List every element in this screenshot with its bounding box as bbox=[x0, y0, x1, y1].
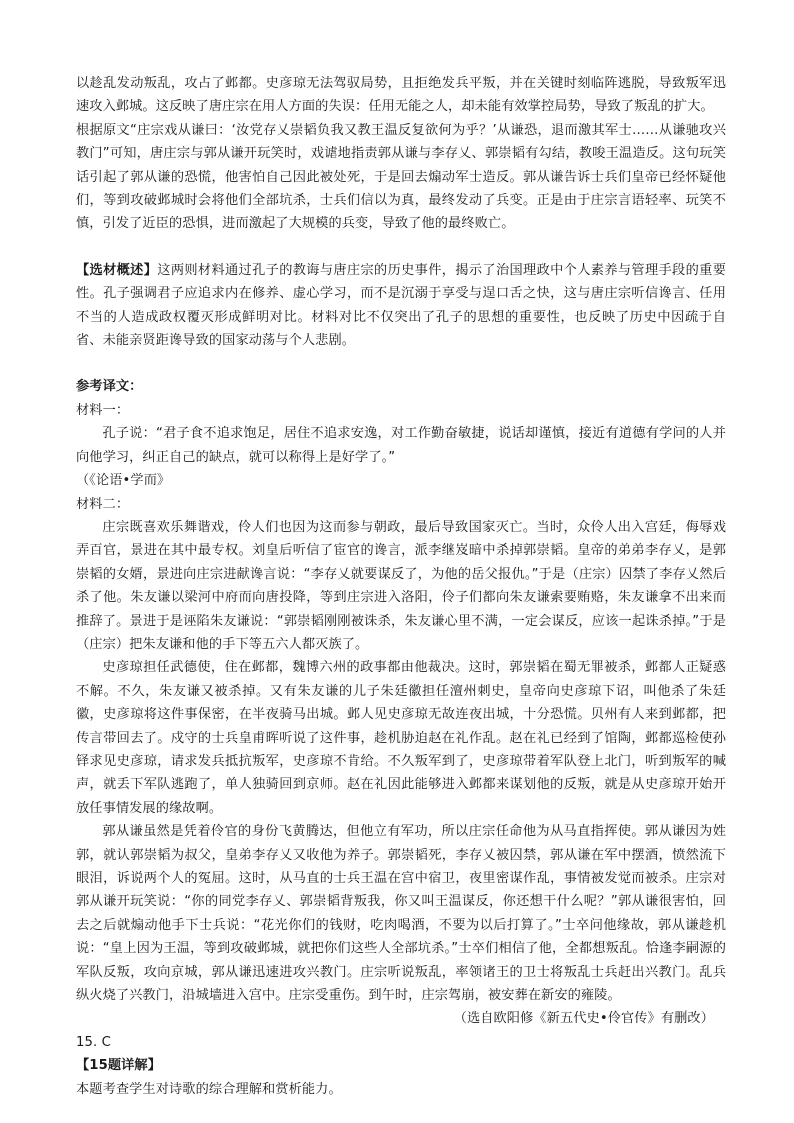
material-2-label: 材料二： bbox=[76, 496, 130, 512]
document-page bbox=[76, 72, 726, 1101]
detail-text: 本题考查学生对诗歌的综合理解和赏析能力。 bbox=[76, 1081, 342, 1097]
detail-label: 【15题详解】 bbox=[76, 1058, 161, 1074]
translation-heading: 参考译文： bbox=[76, 379, 143, 395]
analysis-paragraph-1: 以趁乱发动叛乱，攻占了邺都。史彦琼无法驾驭局势，且拒绝发兵平叛，并在关键时刻临阵逃脱，导致叛军迅速攻入邺城。这反映了唐庄宗在用人方面的失误：任用无能之人，却未能有效掌控局势，导致了叛乱的扩大。 bbox=[76, 76, 726, 115]
answer-line: 15. C bbox=[76, 1034, 111, 1050]
analysis-paragraph-2: 根据原文“庄宗戏从谦曰：‘汝党存乂崇韬负我又教王温反复欲何为乎？’从谦恐，退而激其军士……从谦驰攻兴教门”可知，唐庄宗与郭从谦开玩笑时，戏谑地指责郭从谦与李存乂、郭崇韬有勾结，教唆王温造反。这句玩笑话引起了郭从谦的恐慌，他害怕自己因此被处死，于是回去煽动军士造反。郭从谦告诉士兵们皇帝已经怀疑他们，等到攻破邺城时会将他们全部坑杀，士兵们信以为真，最终发动了兵变。正是由于庄宗言语轻率、玩笑不慎，引发了近臣的恐惧，进而激起了大规模的兵变，导致了他的最终败亡。 bbox=[76, 122, 726, 232]
material-1-label: 材料一： bbox=[76, 402, 130, 418]
translation-source: （选自欧阳修《新五代史•伶官传》有删改） bbox=[453, 1011, 714, 1027]
material-2-paragraph-3: 郭从谦虽然是凭着伶官的身份飞黄腾达，但他立有军功，所以庄宗任命他为从马直指挥使。郭从谦因为姓郭，就认郭崇韬为叔父，皇弟李存乂又收他为养子。郭崇韬死，李存乂被囚禁，郭从谦在军中摆酒，愤然流下眼泪，诉说两个人的冤屈。这时，从马直的士兵王温在宫中宿卫，夜里密谋作乱，事情被发觉而被杀。庄宗对郭从谦开玩笑说：“你的同党李存乂、郭崇韬背叛我，你又叫王温谋反，你还想干什么呢？”郭从谦很害怕，回去之后就煽动他手下士兵说：“花光你们的钱财，吃肉喝酒，不要为以后打算了。”士卒问他缘故，郭从谦趁机说：“皇上因为王温，等到攻破邺城，就把你们这些人全部坑杀。”士卒们相信了他，全都想叛乱。恰逢李嗣源的军队反叛，攻向京城，郭从谦迅速进攻兴教门。庄宗听说叛乱，率领诸王的卫士将叛乱士兵赶出兴教门。乱兵纵火烧了兴教门，沿城墙进入宫中。庄宗受重伤。到午时，庄宗驾崩，被安葬在新安的雍陵。 bbox=[76, 824, 726, 1004]
overview-text: 这两则材料通过孔子的教诲与唐庄宗的历史事件，揭示了治国理政中个人素养与管理手段的重要性。孔子强调君子应追求内在修养、虚心学习，而不是沉溺于享受与逞口舌之快，这与唐庄宗听信谗言、任用不当的人造成政权覆灭形成鲜明对比。材料对比不仅突出了孔子的思想的重要性，也反映了历史中因疏于自省、未能亲贤距谗导致的国家动荡与个人悲剧。 bbox=[76, 262, 726, 349]
overview-paragraph bbox=[76, 259, 726, 353]
material-2-paragraph-2: 史彦琼担任武德使，住在邺都，魏博六州的政事都由他裁决。这时，郭崇韬在蜀无罪被杀，邺都人正疑惑不解。不久，朱友谦又被杀掉。又有朱友谦的儿子朱廷徽担任澶州刺史，皇帝向史彦琼下诏，叫他杀了朱廷徽，史彦琼将这件事保密，在半夜骑马出城。邺人见史彦琼无故连夜出城，十分恐慌。贝州有人来到邺都，把传言带回去了。戍守的士兵皇甫晖听说了这件事，趁机胁迫赵在礼作乱。赵在礼已经到了馆陶，邺都巡检使孙铎求见史彦琼，请求发兵抵抗叛军，史彦琼不肯给。不久叛军到了，史彦琼带着军队登上北门，听到叛军的喊声，就丢下军队逃跑了，单人独骑回到京师。赵在礼因此能够进入邺都来谋划他的反叛，就是从史彦琼开始开放任事情发展的缘故啊。 bbox=[76, 660, 726, 816]
material-1-text: 孔子说：“君子食不追求饱足，居住不追求安逸，对工作勤奋敏捷，说话却谨慎，接近有道德有学问的人并向他学习，纠正自己的缺点，就可以称得上是好学了。” bbox=[76, 426, 726, 465]
material-1-source: （《论语•学而》 bbox=[76, 473, 171, 489]
material-2-paragraph-1: 庄宗既喜欢乐舞谐戏，伶人们也因为这而参与朝政，最后导致国家灭亡。当时，众伶人出入宫廷，侮辱戏弄百官，景进在其中最专权。刘皇后听信了宦官的谗言，派李继岌暗中杀掉郭崇韬。皇帝的弟弟李存乂，是郭崇韬的女婿，景进向庄宗进献谗言说：“李存乂就要谋反了，为他的岳父报仇。”于是（庄宗）囚禁了李存乂然后杀了他。朱友谦以梁河中府而向唐投降，等到庄宗进入洛阳，伶子们都向朱友谦索要贿赂，朱友谦拿不出来而推辞了。景进于是诬陷朱友谦说：“郭崇韬刚刚被诛杀，朱友谦心里不满，一定会谋反，应该一起诛杀掉。”于是（庄宗）把朱友谦和他的手下等五六人都灭族了。 bbox=[76, 519, 726, 652]
overview-label: 【选材概述】 bbox=[76, 262, 158, 278]
